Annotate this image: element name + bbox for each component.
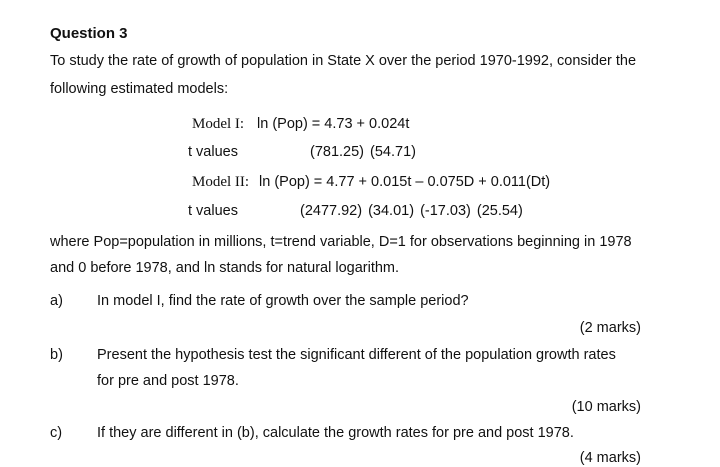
model2-tvalues: (2477.92) (34.01) (-17.03) (25.54) [300, 203, 523, 219]
part-c-marks: (4 marks) [579, 450, 641, 466]
part-c-text: If they are different in (b), calculate the growth rates for pre and post 1978. [97, 425, 574, 441]
part-b-marks: (10 marks) [571, 399, 641, 415]
model1-tvalues-label: t values [188, 144, 238, 160]
part-b-label: b) [50, 347, 63, 363]
model1-label: Model I: [192, 116, 245, 132]
definitions-line-2: and 0 before 1978, and ln stands for natural logarithm. [50, 260, 400, 276]
model1-tvalues: (781.25) (54.71) [310, 144, 416, 160]
model2-equation: ln (Pop) = 4.77 + 0.015t – 0.075D + 0.011(Dt) [259, 174, 551, 190]
part-b-text-line-1: Present the hypothesis test the significant different of the population growth rates [97, 347, 616, 363]
part-c-label: c) [50, 425, 63, 441]
part-a-label: a) [50, 293, 63, 309]
intro-line-1: To study the rate of growth of population in State X over the period 1970-1992, consider the [50, 53, 637, 69]
model2-tvalues-label: t values [188, 203, 238, 219]
part-a-marks: (2 marks) [579, 320, 641, 336]
model2-label: Model II: [192, 174, 250, 190]
part-a-text: In model I, find the rate of growth over the sample period? [97, 293, 469, 309]
part-b-text-line-2: for pre and post 1978. [97, 373, 239, 389]
intro-line-2: following estimated models: [50, 81, 229, 97]
model1-equation: ln (Pop) = 4.73 + 0.024t [257, 116, 410, 132]
question-title: Question 3 [50, 25, 128, 42]
definitions-line-1: where Pop=population in millions, t=trend variable, D=1 for observations beginning in 1978 [50, 234, 632, 250]
